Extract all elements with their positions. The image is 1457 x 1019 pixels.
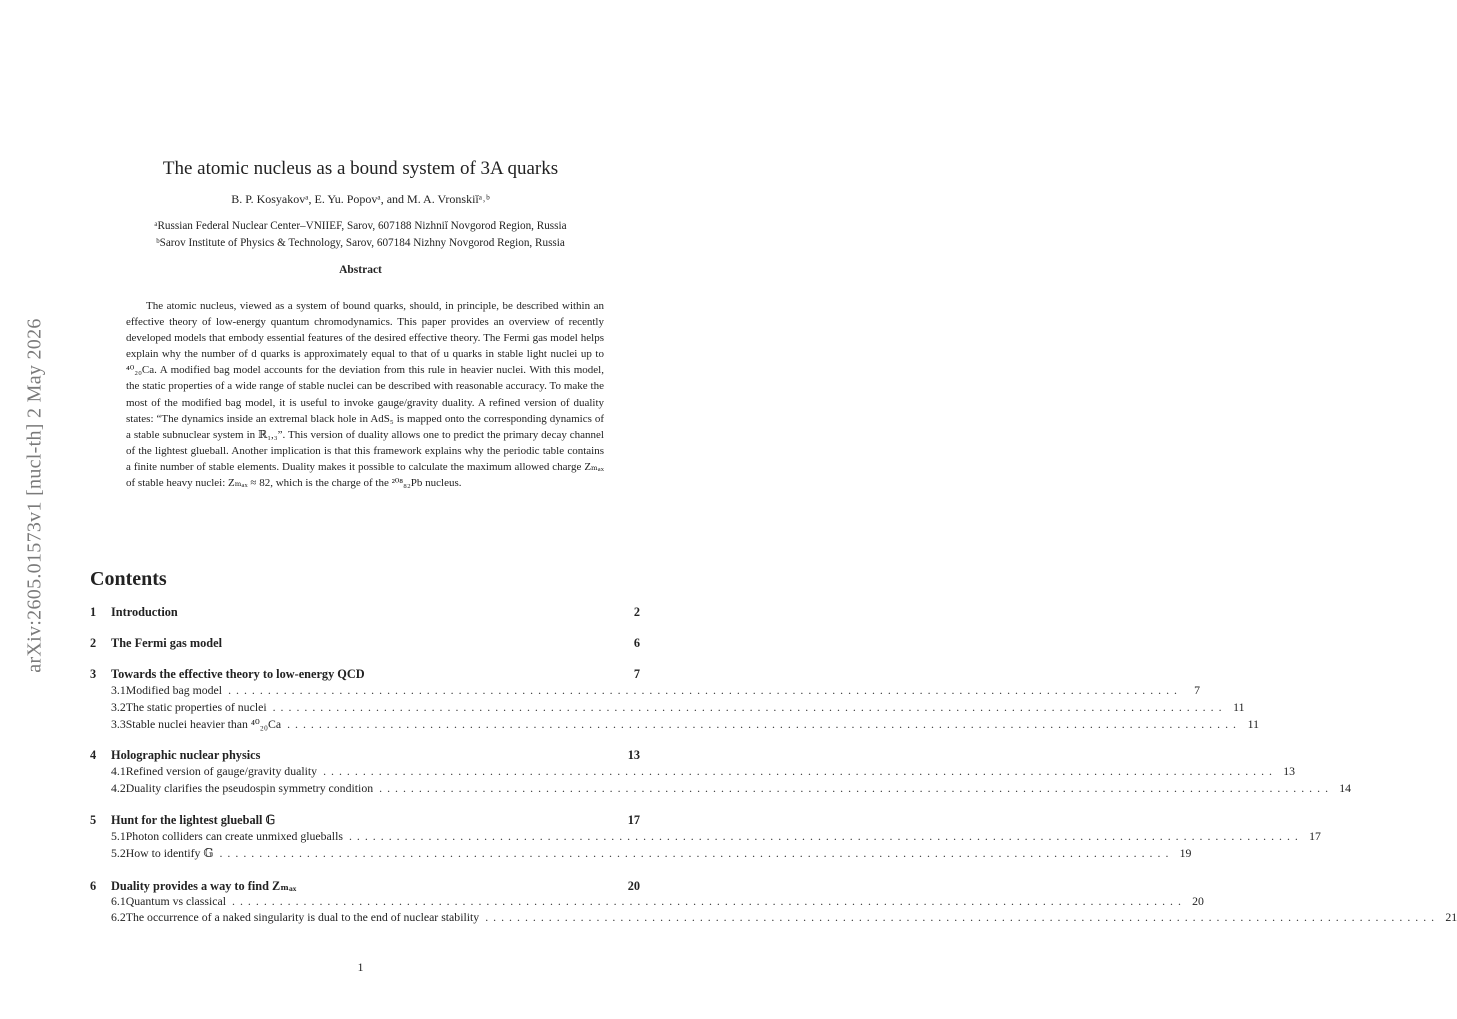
toc-subsection-row[interactable] xyxy=(90,683,1200,700)
toc-subsection-row[interactable] xyxy=(90,828,1321,846)
toc-section-page: 20 xyxy=(627,878,640,893)
toc-subsection-number: 3.2 xyxy=(111,699,126,714)
toc-subsection-number: 6.2 xyxy=(111,910,126,925)
toc-subsection-page: 17 xyxy=(1309,828,1321,843)
toc-subsection-title: Photon colliders can create unmixed glueballs xyxy=(125,828,343,843)
toc-subsection-title: Duality clarifies the pseudospin symmetry condition xyxy=(125,781,374,796)
toc-subsection-number: 5.2 xyxy=(111,845,126,860)
toc-dot-leader: ........................................................................................................................ xyxy=(485,910,1440,925)
toc-subsection-number: 4.1 xyxy=(111,764,126,779)
contents-heading: Contents xyxy=(90,568,167,590)
toc-section-number: 3 xyxy=(90,667,97,681)
toc-subsection-row[interactable] xyxy=(90,845,1192,863)
toc-section-title: Towards the effective theory to low-energy QCD xyxy=(111,667,365,681)
toc-section-row[interactable] xyxy=(90,667,640,683)
toc-section-title: Hunt for the lightest glueball 𝔾 xyxy=(111,812,276,827)
toc-section-title: Duality provides a way to find Zₘₐₓ xyxy=(111,878,297,893)
toc-subsection-page: 20 xyxy=(1192,893,1204,908)
toc-section-row[interactable] xyxy=(90,605,640,621)
arxiv-stamp-text: arXiv:2605.01573v1 [nucl-th] 2 May 2026 xyxy=(23,317,46,673)
toc-section-page: 17 xyxy=(627,812,640,827)
toc-subsection-row[interactable] xyxy=(90,910,1457,927)
toc-section-row[interactable] xyxy=(90,748,640,764)
abstract-heading: Abstract xyxy=(339,264,382,276)
toc-subsection-page: 13 xyxy=(1283,764,1295,779)
toc-dot-leader: ........................................................................................................................ xyxy=(228,683,1182,697)
toc-subsection-number: 4.2 xyxy=(111,781,126,796)
toc-subsection-row[interactable] xyxy=(90,699,1245,717)
toc-section-page: 6 xyxy=(633,636,640,650)
toc-subsection-title: Quantum vs classical xyxy=(125,893,227,908)
toc-subsection-title: Refined version of gauge/gravity duality xyxy=(125,764,318,779)
toc-subsection-page: 21 xyxy=(1445,910,1457,925)
toc-dot-leader: ........................................................................................................................ xyxy=(219,845,1174,860)
toc-dot-leader: ........................................................................................................................ xyxy=(323,764,1277,779)
toc-subsection-page: 19 xyxy=(1179,845,1192,860)
toc-subsection-row[interactable] xyxy=(90,764,1295,781)
page-number: 1 xyxy=(357,960,364,974)
toc-dot-leader: ........................................................................................................................ xyxy=(287,716,1241,731)
abstract-text: The atomic nucleus, viewed as a system of bound quarks, should, in principle, be described within an effective theory of low-energy quantum chromodynamics. This paper provides an overview of recently developed models that embody essential features of the desired effective theory. The Fermi gas model helps explain why the number of d quarks is approximately equal to that of u quarks in stable light nuclei up to ⁴⁰₂₀Ca. A modified bag model accounts for the deviation from this rule in heavier nuclei. With this model, the static properties of a wide range of stable nuclei can be described with reasonable accuracy. To make the most of the modified bag model, it is useful to invoke gauge/gravity duality. A refined version of duality states: “The dynamics inside an extremal black hole in AdS₅ is mapped onto the corresponding dynamics of a stable subnuclear system in ℝ₁,₃”. This version of duality allows one to predict the primary decay channel of the lightest glueball. Another implication is that this framework explains why the periodic table contains a finite number of stable elements. Duality makes it possible to calculate the maximum allowed charge Zₘₐₓ of stable heavy nuclei: Zₘₐₓ ≈ 82, which is the charge of the ²⁰⁸₈₂Pb nucleus. xyxy=(126,300,604,490)
author-list: B. P. Kosyakovᵃ, E. Yu. Popovᵃ, and M. A. Vronskiĭᵃ˒ᵇ xyxy=(231,192,490,206)
toc-subsection-title: The static properties of nuclei xyxy=(125,699,267,714)
toc-section-row[interactable] xyxy=(90,636,640,652)
toc-subsection-page: 14 xyxy=(1339,781,1352,796)
toc-section-title: Introduction xyxy=(111,605,178,619)
paper-title: The atomic nucleus as a bound system of 3A quarks xyxy=(162,158,559,179)
toc-section-page: 2 xyxy=(633,605,640,619)
toc-subsection-row[interactable] xyxy=(90,893,1204,911)
toc-dot-leader: ........................................................................................................................ xyxy=(348,828,1303,843)
toc-subsection-title: Modified bag model xyxy=(125,683,223,697)
toc-subsection-number: 6.1 xyxy=(111,893,126,908)
toc-section-number: 4 xyxy=(90,748,97,763)
toc-section-page: 7 xyxy=(633,667,640,681)
toc-section-number: 6 xyxy=(90,878,97,893)
toc-subsection-number: 3.1 xyxy=(111,683,126,697)
table-of-contents xyxy=(90,605,1457,927)
toc-section-number: 2 xyxy=(90,636,97,650)
toc-subsection-row[interactable] xyxy=(90,781,1352,798)
toc-section-row[interactable] xyxy=(90,878,640,894)
toc-section-row[interactable] xyxy=(90,813,640,829)
toc-dot-leader: ........................................................................................................................ xyxy=(379,781,1334,796)
toc-subsection-title: How to identify 𝔾 xyxy=(125,845,214,860)
toc-subsection-row[interactable] xyxy=(90,716,1259,734)
toc-section-page: 13 xyxy=(627,748,640,763)
toc-dot-leader: ........................................................................................................................ xyxy=(272,699,1227,714)
toc-subsection-title: Stable nuclei heavier than ⁴⁰₂₀Ca xyxy=(125,716,282,731)
toc-subsection-page: 11 xyxy=(1247,716,1259,731)
toc-subsection-page: 7 xyxy=(1194,683,1200,697)
toc-section-number: 1 xyxy=(90,605,97,619)
toc-subsection-number: 3.3 xyxy=(111,716,126,731)
toc-section-title: Holographic nuclear physics xyxy=(111,748,261,763)
toc-subsection-page: 11 xyxy=(1233,699,1245,714)
toc-dot-leader: ........................................................................................................................ xyxy=(232,893,1186,908)
toc-subsection-number: 5.1 xyxy=(111,828,126,843)
arxiv-stamp xyxy=(17,295,53,695)
toc-subsection-title: The occurrence of a naked singularity is dual to the end of nuclear stability xyxy=(125,910,480,925)
affiliation-a: ᵃRussian Federal Nuclear Center–VNIIEF, Sarov, 607188 Nizhniĭ Novgorod Region, Russia xyxy=(154,220,567,232)
affiliation-b: ᵇSarov Institute of Physics & Technology, Sarov, 607184 Nizhny Novgorod Region, Russia xyxy=(156,237,565,249)
toc-section-number: 5 xyxy=(90,812,97,827)
toc-section-title: The Fermi gas model xyxy=(111,636,222,650)
